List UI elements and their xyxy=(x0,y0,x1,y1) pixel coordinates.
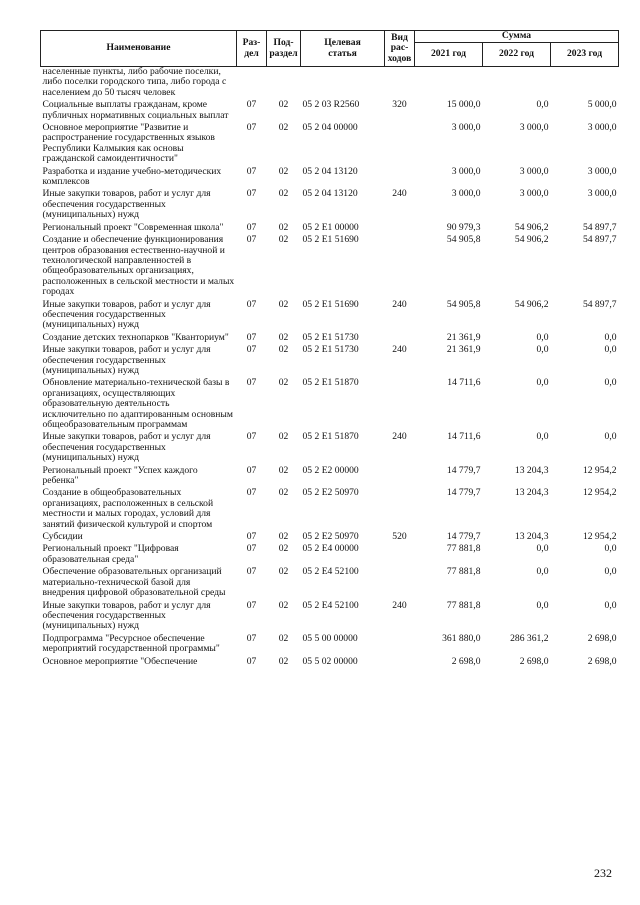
row-amount-2023: 0,0 xyxy=(604,377,617,389)
table-row xyxy=(41,432,619,465)
row-amount-2021: 54 905,8 xyxy=(446,234,481,246)
row-expense-type: 320 xyxy=(392,99,407,111)
table-body xyxy=(41,67,619,669)
row-subsection: 02 xyxy=(278,543,289,555)
row-amount-2022: 0,0 xyxy=(536,431,549,443)
row-amount-2021: 77 881,8 xyxy=(446,543,481,555)
row-target-article: 05 2 04 13120 xyxy=(302,188,358,200)
table-row xyxy=(41,466,619,489)
row-target-article: 05 2 E1 00000 xyxy=(302,221,359,233)
row-amount-2022: 0,0 xyxy=(536,543,549,555)
row-expense-type xyxy=(385,466,415,489)
header-expense-type: Вид рас- ходов xyxy=(385,31,415,67)
row-section: 07 xyxy=(246,344,257,356)
row-expense-type xyxy=(385,567,415,600)
row-subsection: 02 xyxy=(278,464,289,476)
row-amount-2021: 361 880,0 xyxy=(442,632,481,644)
table-row xyxy=(41,123,619,167)
row-expense-type: 240 xyxy=(392,298,407,310)
row-amount-2021: 3 000,0 xyxy=(451,188,481,200)
row-section: 07 xyxy=(246,599,257,611)
table-row xyxy=(41,345,619,378)
row-subsection: 02 xyxy=(278,234,289,246)
row-subsection: 02 xyxy=(278,632,289,644)
row-target-article: 05 2 E2 00000 xyxy=(302,464,359,476)
row-subsection: 02 xyxy=(278,566,289,578)
table-header xyxy=(41,31,619,67)
row-amount-2023: 3 000,0 xyxy=(587,165,617,177)
row-target-article: 05 2 E1 51870 xyxy=(302,431,359,443)
row-amount-2022: 54 906,2 xyxy=(514,221,549,233)
row-amount-2023: 54 897,7 xyxy=(582,221,617,233)
table-row xyxy=(41,657,619,669)
table-row xyxy=(41,488,619,532)
budget-table xyxy=(40,30,619,669)
row-subsection: 02 xyxy=(278,377,289,389)
row-amount-2022: 0,0 xyxy=(536,599,549,611)
row-amount-2023 xyxy=(551,67,619,101)
row-name: Подпрограмма "Ресурсное обеспечение мероприятий государственной программы" xyxy=(42,632,220,655)
table-row xyxy=(41,100,619,123)
row-name: Социальные выплаты гражданам, кроме публичных нормативных социальных выплат xyxy=(42,99,229,121)
row-amount-2023: 12 954,2 xyxy=(582,464,617,476)
row-subsection: 02 xyxy=(278,487,289,499)
row-name: Иные закупки товаров, работ и услуг для обеспечения государственных (муниципальных) нужд xyxy=(42,431,211,464)
row-amount-2021: 21 361,9 xyxy=(446,344,481,356)
row-amount-2021: 14 779,7 xyxy=(446,464,481,476)
row-amount-2023: 2 698,0 xyxy=(587,655,617,667)
row-subsection: 02 xyxy=(278,344,289,356)
row-amount-2021: 15 000,0 xyxy=(446,99,481,111)
row-target-article: 05 2 04 00000 xyxy=(302,122,358,134)
row-amount-2023: 2 698,0 xyxy=(587,632,617,644)
row-amount-2022: 0,0 xyxy=(536,344,549,356)
row-section: 07 xyxy=(246,487,257,499)
row-section: 07 xyxy=(246,431,257,443)
row-amount-2022: 2 698,0 xyxy=(519,655,549,667)
row-expense-type: 520 xyxy=(392,531,407,543)
table-row xyxy=(41,544,619,567)
row-amount-2023: 12 954,2 xyxy=(582,531,617,543)
row-amount-2021: 14 711,6 xyxy=(447,377,481,389)
row-section: 07 xyxy=(246,331,257,343)
row-amount-2022: 3 000,0 xyxy=(519,188,549,200)
page-number: 232 xyxy=(594,866,612,880)
table-row xyxy=(41,567,619,600)
row-expense-type xyxy=(385,223,415,235)
row-section: 07 xyxy=(246,531,257,543)
row-name: Основное мероприятие "Обеспечение xyxy=(42,655,198,667)
header-subsection: Под- раздел xyxy=(267,31,301,67)
table-row xyxy=(41,167,619,190)
row-amount-2023: 54 897,7 xyxy=(582,298,617,310)
row-target-article: 05 2 E1 51690 xyxy=(302,298,359,310)
row-target-article: 05 2 E4 00000 xyxy=(302,543,359,555)
row-target-article: 05 2 E1 51730 xyxy=(302,331,359,343)
row-amount-2022: 13 204,3 xyxy=(514,531,549,543)
row-section: 07 xyxy=(246,99,257,111)
row-amount-2023: 3 000,0 xyxy=(587,188,617,200)
row-subsection: 02 xyxy=(278,431,289,443)
row-target-article: 05 2 03 R2560 xyxy=(302,99,360,111)
row-target-article: 05 2 04 13120 xyxy=(302,165,358,177)
row-amount-2022: 286 361,2 xyxy=(510,632,549,644)
row-expense-type xyxy=(385,488,415,532)
row-amount-2021: 3 000,0 xyxy=(451,165,481,177)
row-subsection: 02 xyxy=(278,531,289,543)
row-amount-2022: 13 204,3 xyxy=(514,487,549,499)
row-target-article: 05 2 E4 52100 xyxy=(302,599,359,611)
header-year-2022: 2022 год xyxy=(483,43,551,67)
header-name: Наименование xyxy=(41,31,237,67)
row-amount-2021: 14 779,7 xyxy=(446,531,481,543)
header-year-2021: 2021 год xyxy=(415,43,483,67)
table-row xyxy=(41,634,619,657)
row-expense-type xyxy=(385,167,415,190)
row-name: Региональный проект "Цифровая образовательная среда" xyxy=(42,543,179,565)
row-target-article: 05 2 E1 51730 xyxy=(302,344,359,356)
row-target-article: 05 5 00 00000 xyxy=(302,632,358,644)
row-amount-2023: 0,0 xyxy=(604,331,617,343)
row-target-article: 05 2 E1 51690 xyxy=(302,234,359,246)
row-name: Иные закупки товаров, работ и услуг для обеспечения государственных (муниципальных) нужд xyxy=(42,298,211,331)
table-row xyxy=(41,235,619,299)
table-row xyxy=(41,189,619,222)
row-amount-2023: 0,0 xyxy=(604,566,617,578)
row-subsection: 02 xyxy=(278,599,289,611)
row-amount-2021: 14 779,7 xyxy=(446,487,481,499)
row-expense-type: 240 xyxy=(392,188,407,200)
table-row xyxy=(41,300,619,333)
row-amount-2021: 3 000,0 xyxy=(451,122,481,134)
row-expense-type xyxy=(385,544,415,567)
row-expense-type: 240 xyxy=(392,344,407,356)
row-section xyxy=(237,67,267,101)
row-amount-2021: 54 905,8 xyxy=(446,298,481,310)
row-amount-2023: 12 954,2 xyxy=(582,487,617,499)
row-amount-2022 xyxy=(483,67,551,101)
row-amount-2023: 0,0 xyxy=(604,431,617,443)
row-name: населенные пункты, либо рабочие поселки, либо поселки городского типа, либо города с населением до 50 тысяч человек xyxy=(42,66,227,98)
row-amount-2023: 3 000,0 xyxy=(587,122,617,134)
row-amount-2021: 21 361,9 xyxy=(446,331,481,343)
row-section: 07 xyxy=(246,234,257,246)
row-amount-2022: 0,0 xyxy=(536,99,549,111)
row-amount-2021: 2 698,0 xyxy=(451,655,481,667)
row-subsection: 02 xyxy=(278,298,289,310)
row-section: 07 xyxy=(246,298,257,310)
row-amount-2021 xyxy=(415,67,483,101)
row-target-article: 05 2 E2 50970 xyxy=(302,531,359,543)
row-name: Иные закупки товаров, работ и услуг для обеспечения государственных (муниципальных) нужд xyxy=(42,599,211,632)
row-section: 07 xyxy=(246,377,257,389)
header-target-article: Целевая статья xyxy=(301,31,385,67)
row-target-article: 05 2 E4 52100 xyxy=(302,566,359,578)
row-section: 07 xyxy=(246,464,257,476)
row-amount-2022: 0,0 xyxy=(536,566,549,578)
row-section: 07 xyxy=(246,122,257,134)
row-expense-type xyxy=(385,67,415,101)
row-amount-2022: 54 906,2 xyxy=(514,234,549,246)
row-amount-2022: 3 000,0 xyxy=(519,122,549,134)
row-target-article: 05 2 E2 50970 xyxy=(302,487,359,499)
row-expense-type xyxy=(385,378,415,432)
row-amount-2022: 3 000,0 xyxy=(519,165,549,177)
row-amount-2022: 13 204,3 xyxy=(514,464,549,476)
row-subsection: 02 xyxy=(278,99,289,111)
row-amount-2023: 0,0 xyxy=(604,543,617,555)
row-target-article: 05 5 02 00000 xyxy=(302,655,358,667)
row-expense-type: 240 xyxy=(392,599,407,611)
row-section: 07 xyxy=(246,566,257,578)
row-section: 07 xyxy=(246,188,257,200)
row-name: Обновление материально-технической базы в организациях, осуществляющих образовательную деятельность исключительно по адаптированным основным общеобразовательным программам xyxy=(42,377,233,430)
header-section: Раз- дел xyxy=(237,31,267,67)
row-section: 07 xyxy=(246,165,257,177)
row-amount-2021: 77 881,8 xyxy=(446,599,481,611)
row-expense-type xyxy=(385,123,415,167)
row-target-article xyxy=(301,67,385,101)
table-row xyxy=(41,601,619,634)
row-name: Иные закупки товаров, работ и услуг для обеспечения государственных (муниципальных) нужд xyxy=(42,188,211,221)
row-name: Основное мероприятие "Развитие и распространение государственных языков Республики Калмыкия как основы гражданской самоидентичности" xyxy=(42,122,215,165)
row-subsection: 02 xyxy=(278,165,289,177)
row-amount-2021: 77 881,8 xyxy=(446,566,481,578)
row-amount-2021: 14 711,6 xyxy=(447,431,481,443)
row-section: 07 xyxy=(246,655,257,667)
row-name: Региональный проект "Успех каждого ребенка" xyxy=(42,464,198,487)
table-row xyxy=(41,378,619,432)
header-year-2023: 2023 год xyxy=(551,43,619,67)
row-subsection: 02 xyxy=(278,331,289,343)
row-name: Субсидии xyxy=(42,531,83,543)
row-name: Региональный проект "Современная школа" xyxy=(42,221,224,233)
row-subsection: 02 xyxy=(278,221,289,233)
row-amount-2023: 5 000,0 xyxy=(587,99,617,111)
row-expense-type xyxy=(385,634,415,657)
row-section: 07 xyxy=(246,221,257,233)
row-subsection: 02 xyxy=(278,655,289,667)
row-subsection: 02 xyxy=(278,122,289,134)
row-name: Разработка и издание учебно-методических комплексов xyxy=(42,165,222,188)
row-expense-type xyxy=(385,235,415,299)
row-section: 07 xyxy=(246,543,257,555)
row-name: Обеспечение образовательных организаций материально-технической базой для внедрения цифровой образовательной среды xyxy=(42,566,226,599)
row-amount-2023: 0,0 xyxy=(604,599,617,611)
row-amount-2023: 0,0 xyxy=(604,344,617,356)
row-subsection xyxy=(267,67,301,101)
table-row xyxy=(41,67,619,101)
row-expense-type xyxy=(385,657,415,669)
row-subsection: 02 xyxy=(278,188,289,200)
row-name: Иные закупки товаров, работ и услуг для обеспечения государственных (муниципальных) нужд xyxy=(42,344,211,376)
row-expense-type: 240 xyxy=(392,431,407,443)
header-sum: Сумма xyxy=(415,31,619,43)
row-amount-2021: 90 979,3 xyxy=(446,221,481,233)
row-section: 07 xyxy=(246,632,257,644)
row-amount-2023: 54 897,7 xyxy=(582,234,617,246)
row-amount-2022: 0,0 xyxy=(536,331,549,343)
row-amount-2022: 54 906,2 xyxy=(514,298,549,310)
row-target-article: 05 2 E1 51870 xyxy=(302,377,359,389)
row-name: Создание в общеобразовательных организациях, расположенных в сельской местности и малых городах, условий для занятий физической культурой и спортом xyxy=(42,487,214,530)
row-name: Создание детских технопарков "Кванториум" xyxy=(42,331,229,343)
row-amount-2022: 0,0 xyxy=(536,377,549,389)
row-name: Создание и обеспечение функционирования центров образования естественно-научной и технологической направленностей в общеобразовательных организациях, расположенных в сельской местности и малых городах xyxy=(42,234,235,298)
